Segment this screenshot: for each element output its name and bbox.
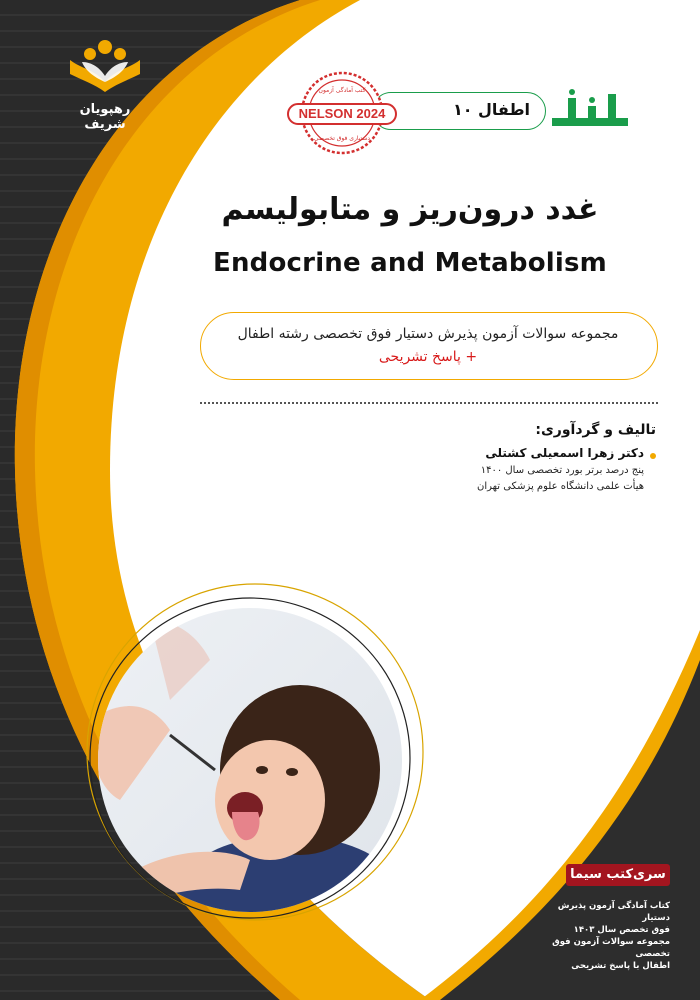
publisher-name: رهپویان شریف [79, 102, 131, 132]
sima-logo-icon [548, 88, 632, 132]
series-badge: سری‌کتب سیما [566, 864, 670, 886]
author-detail-2: هیأت علمی دانشگاه علوم پزشکی تهران [477, 481, 644, 492]
series-line-4: اطفال با پاسخ تشریحی [571, 961, 670, 971]
author-name: دکتر زهرا اسمعیلی کشتلی [485, 446, 644, 460]
dotted-divider [200, 402, 658, 404]
title-persian: غدد درون‌ریز و متابولیسم [221, 192, 599, 227]
stamp-seal-icon [282, 68, 402, 158]
author-detail-1: پنج درصد برتر بورد تخصصی سال ۱۴۰۰ [480, 465, 644, 476]
svg-text:دستیاری فوق تخصصی: دستیاری فوق تخصصی [313, 135, 371, 142]
heart-book-icon [60, 38, 150, 94]
series-description [540, 900, 670, 972]
author-bullet [650, 453, 656, 459]
series-line-2: فوق تخصص سال ۱۴۰۳ [573, 925, 670, 935]
svg-text:NELSON 2024: NELSON 2024 [298, 106, 386, 121]
nelson-stamp [282, 68, 402, 158]
authors-heading: تالیف و گردآوری: [535, 422, 656, 438]
description-pill [200, 312, 658, 380]
series-label: اطفال ۱۰ [452, 100, 530, 119]
sima-brand-logo [548, 88, 632, 132]
description-line-1: مجموعه سوالات آزمون پذیرش دستیار فوق تخصصی رشته اطفال [237, 326, 619, 342]
svg-text:کتب آمادگی آزمون: کتب آمادگی آزمون [318, 87, 366, 94]
description-line-2: + پاسخ تشریحی [378, 349, 478, 365]
series-line-1: کتاب آمادگی آزمون پذیرش دستیار [557, 901, 670, 923]
title-english: Endocrine and Metabolism [213, 248, 607, 278]
series-line-3: مجموعه سوالات آزمون فوق تخصصی [552, 937, 670, 959]
publisher-logo [60, 38, 150, 132]
